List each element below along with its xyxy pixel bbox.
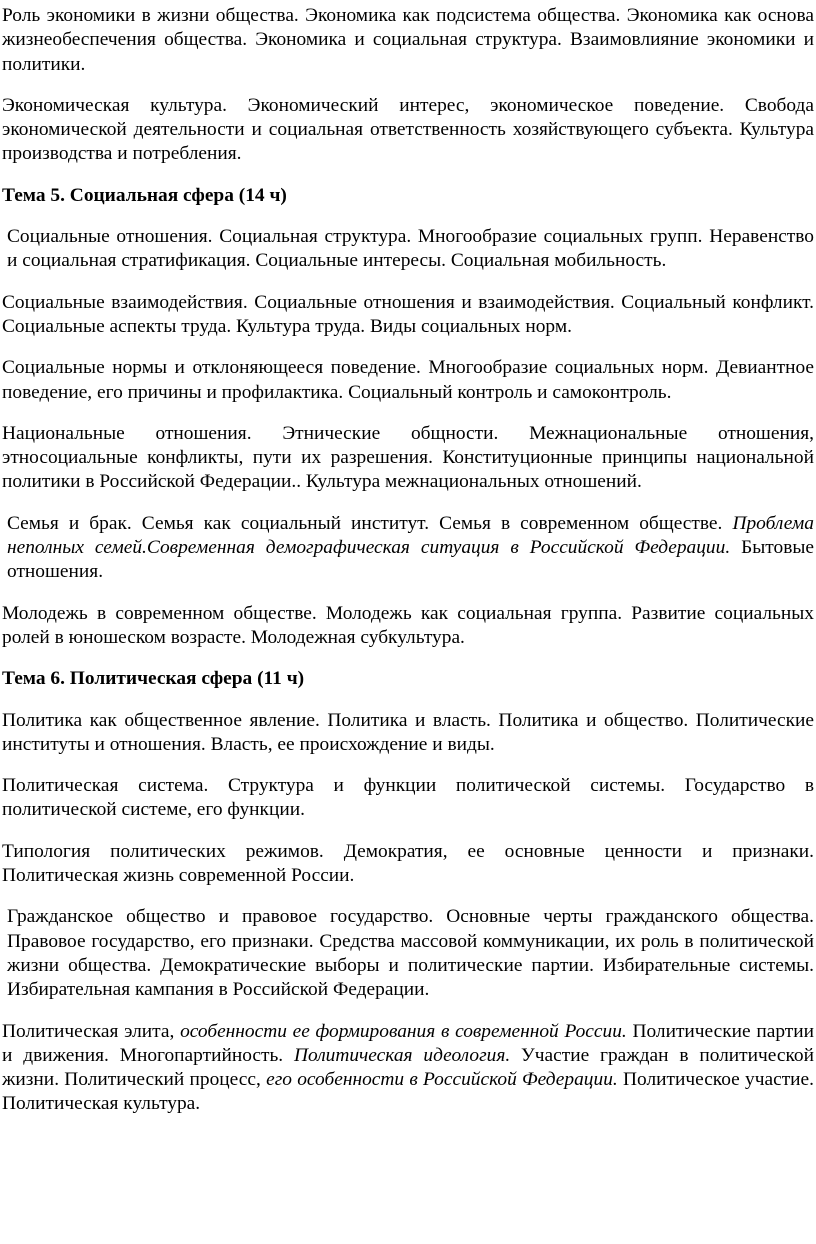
elite-text-4: Политическое участие. Политическая культура. [2, 1069, 815, 1115]
elite-text-3: Участие граждан в политической жизни. Политический процесс, [2, 1044, 814, 1091]
paragraph-economic-culture: Экономическая культура. Экономический интерес, экономическое поведение. Свобода экономической деятельности и социальная ответственность хозяйствующего субъекта. Культура производства и потребления. [2, 94, 814, 165]
elite-text-1: Политическая элита, [2, 1020, 181, 1042]
family-text-1: Семья и брак. Семья как социальный институт. Семья в современном обществе. [7, 512, 733, 534]
paragraph-civil-society: Гражданское общество и правовое государство. Основные черты гражданского общества. Правовое государство, его признаки. Средства массовой коммуникации, их роль в политической жизни общества. Демократические выборы и политические партии. Избирательные системы. Избирательная кампания в Российской Федерации. [7, 906, 814, 1001]
elite-text-2: Политические партии и движения. Многопартийность. [2, 1020, 815, 1066]
paragraph-social-relations: Социальные отношения. Социальная структура. Многообразие социальных групп. Неравенство и социальная стратификация. Социальные интересы. Социальная мобильность. [7, 226, 814, 272]
family-text-2: Бытовые отношения. [7, 537, 814, 583]
paragraph-political-regimes: Типология политических режимов. Демократия, ее основные ценности и признаки. Политическая жизнь современной России. [2, 840, 814, 887]
family-text-italic: Проблема неполных семей.Современная демографическая ситуация в Российской Федерации. [7, 512, 814, 559]
paragraph-economy-role: Роль экономики в жизни общества. Экономика как подсистема общества. Экономика как основа жизнеобеспечения общества. Экономика и социальная структура. Взаимовлияние экономики и политики. [2, 5, 814, 75]
heading-topic-6: Тема 6. Политическая сфера (11 ч) [2, 668, 305, 690]
elite-text-italic-3: его особенности в Российской Федерации. [266, 1069, 618, 1091]
paragraph-youth: Молодежь в современном обществе. Молодежь как социальная группа. Развитие социальных ролей в юношеском возрасте. Молодежная субкультура. [2, 602, 814, 648]
paragraph-politics: Политика как общественное явление. Политика и власть. Политика и общество. Политические институты и отношения. Власть, ее происхождение и виды. [2, 709, 814, 755]
elite-text-italic-2: Политическая идеология. [293, 1044, 511, 1066]
elite-text-italic-1: особенности ее формирования в современной России. [180, 1020, 627, 1042]
heading-topic-5: Тема 5. Социальная сфера (14 ч) [2, 184, 287, 206]
paragraph-family [2, 512, 814, 585]
paragraph-social-norms: Социальные нормы и отклоняющееся поведение. Многообразие социальных норм. Девиантное поведение, его причины и профилактика. Социальный контроль и самоконтроль. [2, 357, 814, 403]
paragraph-national-relations: Национальные отношения. Этнические общности. Межнациональные отношения, этносоциальные конфликты, пути их разрешения. Конституционные принципы национальной политики в Российской Федерации.. Культура межнациональных отношений. [2, 422, 814, 493]
paragraph-political-system: Политическая система. Структура и функции политической системы. Государство в политической системе, его функции. [2, 775, 814, 821]
paragraph-social-interactions: Социальные взаимодействия. Социальные отношения и взаимодействия. Социальный конфликт. Социальные аспекты труда. Культура труда. Виды социальных норм. [2, 291, 814, 337]
paragraph-political-elite [2, 1020, 814, 1117]
